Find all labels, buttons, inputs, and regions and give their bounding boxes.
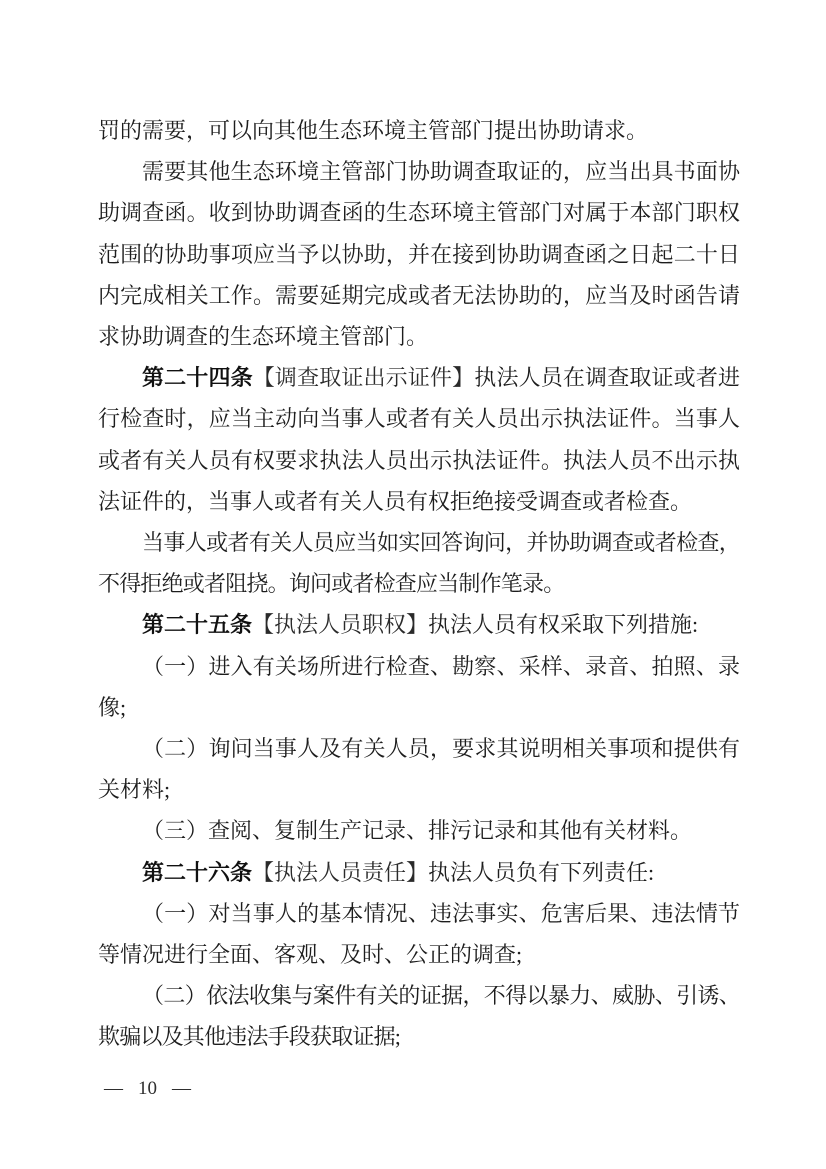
paragraph-text: （二）依法收集与案件有关的证据，不得以暴力、威胁、引诱、欺骗以及其他违法手段获取证据;	[98, 983, 740, 1050]
paragraph	[98, 728, 740, 810]
paragraph-text: 执法人员在调查取证或者进行检查时，应当主动向当事人或者有关人员出示执法证件。当事人或者有关人员有权要求执法人员出示执法证件。执法人员不出示执法证件的，当事人或者有关人员有权拒绝接受调查或者检查。	[98, 365, 740, 514]
document-content	[98, 110, 740, 1058]
paragraph-text: （三）查阅、复制生产记录、排污记录和其他有关材料。	[142, 818, 693, 844]
paragraph-text: 执法人员有权采取下列措施:	[428, 612, 699, 638]
paragraph	[98, 604, 740, 645]
article-title: 【执法人员责任】	[252, 859, 429, 885]
article-title: 【执法人员职权】	[252, 612, 429, 638]
paragraph-text: 罚的需要，可以向其他生态环境主管部门提出协助请求。	[98, 118, 649, 143]
page-footer	[104, 1078, 191, 1100]
page-number: 10	[138, 1078, 157, 1099]
paragraph	[98, 357, 740, 522]
paragraph	[98, 522, 740, 604]
paragraph-text: 需要其他生态环境主管部门协助调查取证的，应当出具书面协助调查函。收到协助调查函的生态环境主管部门对属于本部门职权范围的协助事项应当予以协助，并在接到协助调查函之日起二十日内完成相关工作。需要延期完成或者无法协助的，应当及时函告请求协助调查的生态环境主管部门。	[98, 159, 740, 350]
article-number: 第二十四条	[142, 365, 253, 391]
paragraph	[98, 852, 740, 893]
article-title: 【调查取证出示证件】	[252, 365, 475, 391]
paragraph	[98, 646, 740, 728]
paragraph-text: （一）对当事人的基本情况、违法事实、危害后果、违法情节等情况进行全面、客观、及时、公正的调查;	[98, 900, 740, 968]
paragraph	[98, 110, 740, 151]
article-number: 第二十六条	[142, 859, 253, 885]
paragraph-text: 执法人员负有下列责任:	[428, 859, 655, 885]
paragraph-text: 当事人或者有关人员应当如实回答询问，并协助调查或者检查，不得拒绝或者阻挠。询问或者检查应当制作笔录。	[98, 530, 740, 597]
paragraph	[98, 893, 740, 975]
paragraph	[98, 810, 740, 851]
paragraph-text: （一）进入有关场所进行检查、勘察、采样、录音、拍照、录像;	[98, 653, 740, 720]
footer-dash-left: —	[104, 1078, 123, 1099]
paragraph	[98, 975, 740, 1057]
footer-dash-right: —	[172, 1078, 191, 1099]
article-number: 第二十五条	[142, 612, 253, 638]
paragraph	[98, 151, 740, 357]
paragraph-text: （二）询问当事人及有关人员，要求其说明相关事项和提供有关材料;	[98, 736, 740, 803]
